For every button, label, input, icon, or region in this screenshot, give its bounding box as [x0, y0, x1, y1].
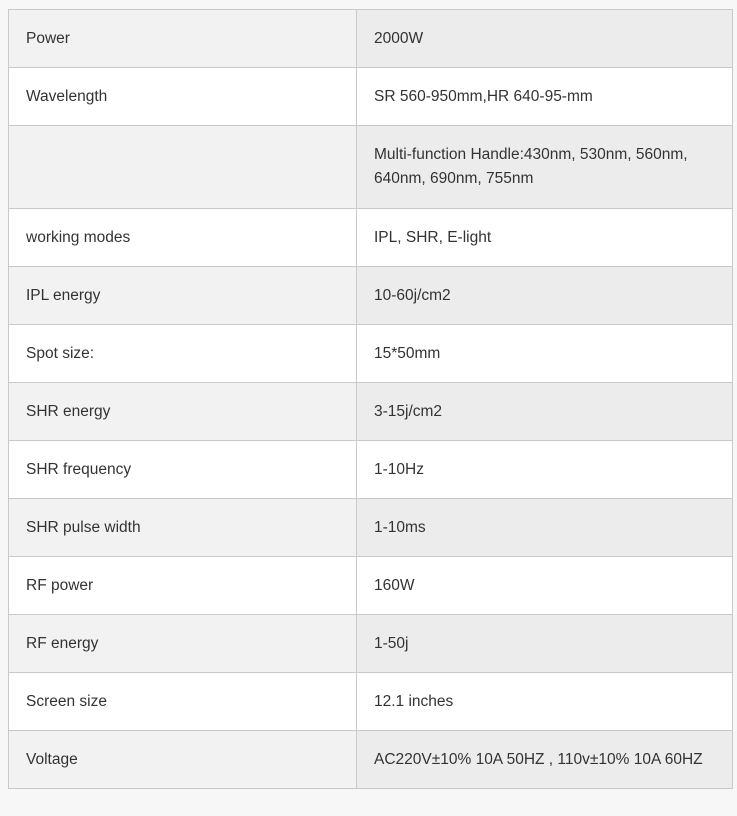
spec-label: working modes — [9, 209, 357, 267]
spec-table — [8, 9, 733, 789]
spec-label: RF power — [9, 557, 357, 615]
table-row — [9, 557, 733, 615]
spec-value: 1-10ms — [357, 499, 733, 557]
spec-value: 2000W — [357, 10, 733, 68]
spec-value: 15*50mm — [357, 325, 733, 383]
table-row — [9, 731, 733, 789]
spec-label: SHR frequency — [9, 441, 357, 499]
spec-label: Wavelength — [9, 68, 357, 126]
spec-table-container — [8, 9, 732, 789]
table-row — [9, 383, 733, 441]
spec-value: 1-50j — [357, 615, 733, 673]
table-row — [9, 615, 733, 673]
spec-value: 1-10Hz — [357, 441, 733, 499]
spec-value: AC220V±10% 10A 50HZ , 110v±10% 10A 60HZ — [357, 731, 733, 789]
spec-label: IPL energy — [9, 267, 357, 325]
table-row — [9, 267, 733, 325]
spec-value: IPL, SHR, E-light — [357, 209, 733, 267]
spec-value: SR 560-950mm,HR 640-95-mm — [357, 68, 733, 126]
table-row — [9, 325, 733, 383]
spec-label: RF energy — [9, 615, 357, 673]
spec-value: 3-15j/cm2 — [357, 383, 733, 441]
spec-label: SHR pulse width — [9, 499, 357, 557]
table-row — [9, 126, 733, 209]
spec-label — [9, 126, 357, 209]
spec-label: Voltage — [9, 731, 357, 789]
spec-label: Spot size: — [9, 325, 357, 383]
table-row — [9, 10, 733, 68]
spec-label: SHR energy — [9, 383, 357, 441]
spec-value: 160W — [357, 557, 733, 615]
table-row — [9, 209, 733, 267]
table-row — [9, 499, 733, 557]
spec-label: Screen size — [9, 673, 357, 731]
table-row — [9, 441, 733, 499]
table-row — [9, 68, 733, 126]
spec-label: Power — [9, 10, 357, 68]
spec-value: 12.1 inches — [357, 673, 733, 731]
spec-value: 10-60j/cm2 — [357, 267, 733, 325]
table-row — [9, 673, 733, 731]
spec-value: Multi-function Handle:430nm, 530nm, 560nm, 640nm, 690nm, 755nm — [357, 126, 733, 209]
